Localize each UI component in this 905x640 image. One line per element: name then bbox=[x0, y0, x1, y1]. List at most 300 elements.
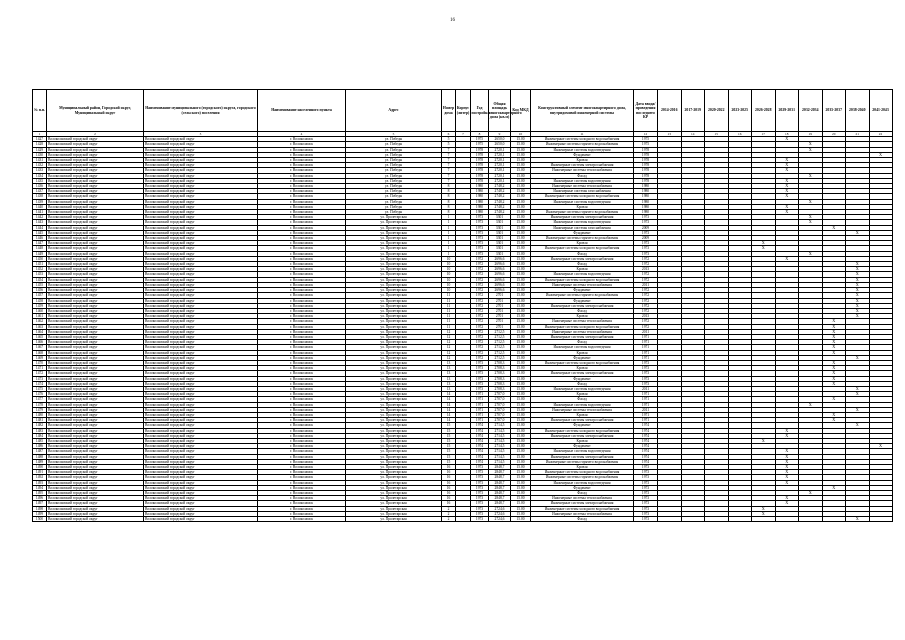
area-cell: 2701 bbox=[489, 293, 511, 298]
municipality-cell: Волоколамский городской округ bbox=[144, 137, 258, 142]
column-number: 22 bbox=[869, 132, 892, 137]
municipality-cell: Волоколамский городской округ bbox=[144, 256, 258, 261]
row-number-cell: 1427 bbox=[33, 137, 47, 142]
period-cell: X bbox=[846, 303, 870, 308]
house-number-cell: 7 bbox=[442, 147, 456, 152]
locality-cell: г. Волоколамск bbox=[258, 412, 346, 417]
area-cell: 3301 bbox=[489, 230, 511, 235]
street-cell: ул. Пролетарская bbox=[346, 423, 442, 428]
last-repair-date-cell: 1972 bbox=[634, 277, 658, 282]
element-cell: Инженерные системы электроснабжения bbox=[531, 256, 634, 261]
locality-cell: г. Волоколамск bbox=[258, 256, 346, 261]
last-repair-date-cell: 1975 bbox=[634, 142, 658, 147]
element-cell: Инженерные системы водоотведения bbox=[531, 178, 634, 183]
build-year-cell: 1972 bbox=[471, 345, 489, 350]
mkd-code-cell: 15.00 bbox=[511, 199, 531, 204]
house-number-cell: 15 bbox=[442, 454, 456, 459]
build-year-cell: 1972 bbox=[471, 334, 489, 339]
house-number-cell: 12 bbox=[442, 350, 456, 355]
house-number-cell: 10 bbox=[442, 288, 456, 293]
build-year-cell: 1973 bbox=[471, 246, 489, 251]
build-year-cell: 1974 bbox=[471, 428, 489, 433]
area-cell: 2748,2 bbox=[489, 204, 511, 209]
last-repair-date-cell: 1974 bbox=[634, 449, 658, 454]
period-cell: X bbox=[822, 329, 846, 334]
house-number-cell: 10 bbox=[442, 267, 456, 272]
area-cell: 2696,6 bbox=[489, 267, 511, 272]
last-repair-date-cell: 1973 bbox=[634, 475, 658, 480]
period-cell: X bbox=[846, 314, 870, 319]
element-cell: Инженерные системы водоотведения bbox=[531, 386, 634, 391]
street-cell: ул. Пролетарская bbox=[346, 241, 442, 246]
row-number-cell: 1473 bbox=[33, 376, 47, 381]
build-year-cell: 1975 bbox=[471, 142, 489, 147]
build-year-cell: 1980 bbox=[471, 194, 489, 199]
area-cell: 2708,3 bbox=[489, 381, 511, 386]
period-cell: X bbox=[799, 220, 823, 225]
area-cell: 2848,7 bbox=[489, 496, 511, 501]
mkd-code-cell: 15.00 bbox=[511, 340, 531, 345]
element-cell: Инженерные системы электроснабжения bbox=[531, 371, 634, 376]
build-year-cell: 1974 bbox=[471, 444, 489, 449]
street-cell: ул. Пролетарская bbox=[346, 428, 442, 433]
house-number-cell: 11 bbox=[442, 303, 456, 308]
element-cell: Инженерные системы холодного водоснабжения bbox=[531, 137, 634, 142]
street-cell: ул. Пролетарская bbox=[346, 412, 442, 417]
municipality-cell: Волоколамский городской округ bbox=[144, 267, 258, 272]
area-cell: 2696,6 bbox=[489, 277, 511, 282]
street-cell: ул. Пролетарская bbox=[346, 381, 442, 386]
mkd-code-cell: 15.00 bbox=[511, 397, 531, 402]
period-cell: X bbox=[846, 272, 870, 277]
locality-cell: г. Волоколамск bbox=[258, 433, 346, 438]
column-header: 2038-2040 bbox=[846, 90, 870, 132]
column-number: 11 bbox=[531, 132, 634, 137]
mkd-code-cell: 15.00 bbox=[511, 282, 531, 287]
mkd-code-cell: 15.00 bbox=[511, 449, 531, 454]
row-number-cell: 1459 bbox=[33, 303, 47, 308]
column-number: 5 bbox=[346, 132, 442, 137]
municipality-cell: Волоколамский городской округ bbox=[144, 168, 258, 173]
element-cell: Фундамент bbox=[531, 444, 634, 449]
mkd-code-cell: 15.00 bbox=[511, 168, 531, 173]
period-cell: X bbox=[775, 168, 799, 173]
street-cell: ул. Пролетарская bbox=[346, 501, 442, 506]
house-number-cell: 8 bbox=[442, 204, 456, 209]
row-number-cell: 1485 bbox=[33, 438, 47, 443]
locality-cell: г. Волоколамск bbox=[258, 184, 346, 189]
row-number-cell: 1463 bbox=[33, 324, 47, 329]
build-year-cell: 1973 bbox=[471, 511, 489, 516]
house-number-cell: 15 bbox=[442, 449, 456, 454]
last-repair-date-cell: 1974 bbox=[634, 428, 658, 433]
mkd-code-cell: 15.00 bbox=[511, 470, 531, 475]
row-number-cell: 1480 bbox=[33, 412, 47, 417]
row-number-cell: 1495 bbox=[33, 491, 47, 496]
street-cell: ул. Победы bbox=[346, 142, 442, 147]
row-number-cell: 1456 bbox=[33, 288, 47, 293]
street-cell: ул. Пролетарская bbox=[346, 418, 442, 423]
mkd-code-cell: 15.00 bbox=[511, 210, 531, 215]
column-number: 20 bbox=[822, 132, 846, 137]
locality-cell: г. Волоколамск bbox=[258, 147, 346, 152]
element-cell: Фундамент bbox=[531, 152, 634, 157]
house-number-cell: 11 bbox=[442, 298, 456, 303]
row-number-cell: 1428 bbox=[33, 142, 47, 147]
build-year-cell: 1973 bbox=[471, 470, 489, 475]
mkd-code-cell: 15.00 bbox=[511, 433, 531, 438]
period-cell: X bbox=[775, 496, 799, 501]
house-number-cell: 1 bbox=[442, 241, 456, 246]
municipality-cell: Волоколамский городской округ bbox=[144, 262, 258, 267]
column-number: 7 bbox=[456, 132, 471, 137]
period-cell: X bbox=[775, 459, 799, 464]
period-cell: X bbox=[775, 428, 799, 433]
district-cell: Волоколамский городской округ bbox=[47, 485, 144, 490]
element-cell: Инженерные системы холодного водоснабжения bbox=[531, 246, 634, 251]
area-cell: 2748,2 bbox=[489, 199, 511, 204]
element-cell: Фасад bbox=[531, 340, 634, 345]
house-number-cell: 7 bbox=[442, 178, 456, 183]
column-header: 2032-2034 bbox=[799, 90, 823, 132]
period-cell: X bbox=[775, 470, 799, 475]
element-cell: Кровля bbox=[531, 314, 634, 319]
street-cell: ул. Пролетарская bbox=[346, 402, 442, 407]
last-repair-date-cell: 1973 bbox=[634, 366, 658, 371]
municipality-cell: Волоколамский городской округ bbox=[144, 272, 258, 277]
street-cell: ул. Пролетарская bbox=[346, 288, 442, 293]
municipality-cell: Волоколамский городской округ bbox=[144, 241, 258, 246]
district-cell: Волоколамский городской округ bbox=[47, 355, 144, 360]
column-header: Код МКД bbox=[511, 90, 531, 132]
locality-cell: г. Волоколамск bbox=[258, 465, 346, 470]
build-year-cell: 1978 bbox=[471, 158, 489, 163]
locality-cell: г. Волоколамск bbox=[258, 220, 346, 225]
mkd-code-cell: 15.00 bbox=[511, 152, 531, 157]
last-repair-date-cell: 1972 bbox=[634, 256, 658, 261]
area-cell: 3301 bbox=[489, 236, 511, 241]
municipality-cell: Волоколамский городской округ bbox=[144, 236, 258, 241]
mkd-code-cell: 15.00 bbox=[511, 189, 531, 194]
last-repair-date-cell: 2011 bbox=[634, 386, 658, 391]
element-cell: Инженерные системы теплоснабжения bbox=[531, 329, 634, 334]
mkd-code-cell: 15.00 bbox=[511, 256, 531, 261]
district-cell: Волоколамский городской округ bbox=[47, 220, 144, 225]
house-number-cell: 11 bbox=[442, 314, 456, 319]
locality-cell: г. Волоколамск bbox=[258, 418, 346, 423]
period-cell: X bbox=[775, 184, 799, 189]
mkd-code-cell: 15.00 bbox=[511, 491, 531, 496]
build-year-cell: 1978 bbox=[471, 178, 489, 183]
municipality-cell: Волоколамский городской округ bbox=[144, 147, 258, 152]
area-cell: 2696,6 bbox=[489, 256, 511, 261]
locality-cell: г. Волоколамск bbox=[258, 517, 346, 522]
locality-cell: г. Волоколамск bbox=[258, 324, 346, 329]
build-year-cell: 1972 bbox=[471, 298, 489, 303]
locality-cell: г. Волоколамск bbox=[258, 199, 346, 204]
element-cell: Инженерные системы холодного водоснабжения bbox=[531, 428, 634, 433]
house-number-cell: 8 bbox=[442, 210, 456, 215]
element-cell: Инженерные системы горячего водоснабжения bbox=[531, 475, 634, 480]
column-number: 3 bbox=[144, 132, 258, 137]
last-repair-date-cell: 1980 bbox=[634, 210, 658, 215]
row-number-cell: 1453 bbox=[33, 272, 47, 277]
mkd-code-cell: 15.00 bbox=[511, 293, 531, 298]
last-repair-date-cell: 1971 bbox=[634, 340, 658, 345]
element-cell: Инженерные системы водоотведения bbox=[531, 345, 634, 350]
municipality-cell: Волоколамский городской округ bbox=[144, 334, 258, 339]
element-cell: Кровля bbox=[531, 438, 634, 443]
locality-cell: г. Волоколамск bbox=[258, 329, 346, 334]
locality-cell: г. Волоколамск bbox=[258, 293, 346, 298]
mkd-code-cell: 15.00 bbox=[511, 225, 531, 230]
period-cell: X bbox=[799, 173, 823, 178]
district-cell: Волоколамский городской округ bbox=[47, 173, 144, 178]
column-number: 2 bbox=[47, 132, 144, 137]
locality-cell: г. Волоколамск bbox=[258, 272, 346, 277]
last-repair-date-cell: 1978 bbox=[634, 158, 658, 163]
row-number-cell: 1472 bbox=[33, 371, 47, 376]
municipality-cell: Волоколамский городской округ bbox=[144, 465, 258, 470]
house-number-cell: 16 bbox=[442, 475, 456, 480]
street-cell: ул. Пролетарская bbox=[346, 246, 442, 251]
row-number-cell: 1442 bbox=[33, 215, 47, 220]
element-cell: Инженерные системы холодного водоснабжения bbox=[531, 277, 634, 282]
build-year-cell: 1973 bbox=[471, 366, 489, 371]
district-cell: Волоколамский городской округ bbox=[47, 277, 144, 282]
street-cell: ул. Пролетарская bbox=[346, 314, 442, 319]
period-cell: X bbox=[822, 485, 846, 490]
area-cell: 2720,1 bbox=[489, 152, 511, 157]
element-cell: Фундамент bbox=[531, 423, 634, 428]
street-cell: ул. Пролетарская bbox=[346, 449, 442, 454]
element-cell: Кровля bbox=[531, 465, 634, 470]
row-number-cell: 1499 bbox=[33, 511, 47, 516]
municipality-cell: Волоколамский городской округ bbox=[144, 158, 258, 163]
district-cell: Волоколамский городской округ bbox=[47, 142, 144, 147]
period-cell: X bbox=[846, 277, 870, 282]
element-cell: Инженерные системы горячего водоснабжения bbox=[531, 293, 634, 298]
element-cell: Инженерные системы теплоснабжения bbox=[531, 511, 634, 516]
element-cell: Инженерные системы горячего водоснабжения bbox=[531, 459, 634, 464]
district-cell: Волоколамский городской округ bbox=[47, 262, 144, 267]
area-cell: 2696,6 bbox=[489, 282, 511, 287]
street-cell: ул. Пролетарская bbox=[346, 293, 442, 298]
build-year-cell: 1973 bbox=[471, 241, 489, 246]
house-number-cell: 16 bbox=[442, 501, 456, 506]
element-cell: Инженерные системы холодного водоснабжения bbox=[531, 324, 634, 329]
house-number-cell: 11 bbox=[442, 324, 456, 329]
row-number-cell: 1450 bbox=[33, 256, 47, 261]
area-cell: 2848,7 bbox=[489, 491, 511, 496]
period-cell: X bbox=[775, 163, 799, 168]
municipality-cell: Волоколамский городской округ bbox=[144, 288, 258, 293]
last-repair-date-cell: 1978 bbox=[634, 147, 658, 152]
locality-cell: г. Волоколамск bbox=[258, 173, 346, 178]
street-cell: ул. Пролетарская bbox=[346, 334, 442, 339]
mkd-code-cell: 15.00 bbox=[511, 158, 531, 163]
last-repair-date-cell: 2011 bbox=[634, 329, 658, 334]
row-number-cell: 1497 bbox=[33, 501, 47, 506]
last-repair-date-cell: 1972 bbox=[634, 319, 658, 324]
last-repair-date-cell: 1978 bbox=[634, 178, 658, 183]
area-cell: 2848,7 bbox=[489, 480, 511, 485]
locality-cell: г. Волоколамск bbox=[258, 303, 346, 308]
element-cell: Инженерные системы холодного водоснабжения bbox=[531, 360, 634, 365]
column-header: Муниципальный район, Городской округ, Муниципальный округ bbox=[47, 90, 144, 132]
district-cell: Волоколамский городской округ bbox=[47, 433, 144, 438]
element-cell: Инженерные системы теплоснабжения bbox=[531, 407, 634, 412]
street-cell: ул. Пролетарская bbox=[346, 371, 442, 376]
table-body bbox=[33, 137, 893, 522]
last-repair-date-cell: 1973 bbox=[634, 480, 658, 485]
element-cell: Инженерные системы электроснабжения bbox=[531, 418, 634, 423]
mkd-code-cell: 15.00 bbox=[511, 251, 531, 256]
column-header: Общая площадь многоквартирного дома (кв.м) bbox=[489, 90, 511, 132]
house-number-cell: 15 bbox=[442, 459, 456, 464]
row-number-cell: 1429 bbox=[33, 147, 47, 152]
element-cell: Инженерные системы холодного водоснабжения bbox=[531, 506, 634, 511]
municipality-cell: Волоколамский городской округ bbox=[144, 418, 258, 423]
locality-cell: г. Волоколамск bbox=[258, 475, 346, 480]
area-cell: 2712,5 bbox=[489, 345, 511, 350]
period-cell: X bbox=[822, 340, 846, 345]
district-cell: Волоколамский городской округ bbox=[47, 402, 144, 407]
municipality-cell: Волоколамский городской округ bbox=[144, 402, 258, 407]
area-cell: 2714,5 bbox=[489, 423, 511, 428]
municipality-cell: Волоколамский городской округ bbox=[144, 215, 258, 220]
period-cell: X bbox=[752, 506, 776, 511]
area-cell: 3301 bbox=[489, 220, 511, 225]
area-cell: 2708,3 bbox=[489, 386, 511, 391]
build-year-cell: 1972 bbox=[471, 350, 489, 355]
row-number-cell: 1500 bbox=[33, 517, 47, 522]
locality-cell: г. Волоколамск bbox=[258, 366, 346, 371]
street-cell: ул. Пролетарская bbox=[346, 433, 442, 438]
municipality-cell: Волоколамский городской округ bbox=[144, 459, 258, 464]
mkd-code-cell: 15.00 bbox=[511, 230, 531, 235]
last-repair-date-cell: 2009 bbox=[634, 225, 658, 230]
area-cell: 2714,5 bbox=[489, 459, 511, 464]
last-repair-date-cell: 1974 bbox=[634, 454, 658, 459]
mkd-code-cell: 15.00 bbox=[511, 475, 531, 480]
street-cell: ул. Пролетарская bbox=[346, 298, 442, 303]
street-cell: ул. Пролетарская bbox=[346, 407, 442, 412]
build-year-cell: 1972 bbox=[471, 288, 489, 293]
mkd-code-cell: 15.00 bbox=[511, 465, 531, 470]
row-number-cell: 1491 bbox=[33, 470, 47, 475]
mkd-code-cell: 15.00 bbox=[511, 360, 531, 365]
last-repair-date-cell: 1973 bbox=[634, 241, 658, 246]
municipality-cell: Волоколамский городской округ bbox=[144, 142, 258, 147]
street-cell: ул. Пролетарская bbox=[346, 282, 442, 287]
street-cell: ул. Пролетарская bbox=[346, 267, 442, 272]
last-repair-date-cell: 1973 bbox=[634, 251, 658, 256]
last-repair-date-cell: 1971 bbox=[634, 350, 658, 355]
street-cell: ул. Победы bbox=[346, 147, 442, 152]
build-year-cell: 1972 bbox=[471, 314, 489, 319]
period-cell bbox=[822, 517, 846, 522]
last-repair-date-cell: 1971 bbox=[634, 397, 658, 402]
street-cell: ул. Пролетарская bbox=[346, 350, 442, 355]
mkd-code-cell: 15.00 bbox=[511, 178, 531, 183]
build-year-cell: 1973 bbox=[471, 230, 489, 235]
area-cell: 2701 bbox=[489, 308, 511, 313]
municipality-cell: Волоколамский городской округ bbox=[144, 392, 258, 397]
column-header: Конструктивный элемент многоквартирного дома, внутридомовой инженерной системы bbox=[531, 90, 634, 132]
area-cell: 2848,7 bbox=[489, 485, 511, 490]
municipality-cell: Волоколамский городской округ bbox=[144, 189, 258, 194]
district-cell: Волоколамский городской округ bbox=[47, 444, 144, 449]
house-number-cell: 11 bbox=[442, 319, 456, 324]
build-year-cell: 1972 bbox=[471, 329, 489, 334]
build-year-cell: 1972 bbox=[471, 355, 489, 360]
locality-cell: г. Волоколамск bbox=[258, 454, 346, 459]
municipality-cell: Волоколамский городской округ bbox=[144, 454, 258, 459]
row-number-cell: 1451 bbox=[33, 262, 47, 267]
locality-cell: г. Волоколамск bbox=[258, 360, 346, 365]
row-number-cell: 1445 bbox=[33, 230, 47, 235]
mkd-code-cell: 15.00 bbox=[511, 319, 531, 324]
municipality-cell: Волоколамский городской округ bbox=[144, 491, 258, 496]
period-cell: X bbox=[822, 376, 846, 381]
area-cell: 2701 bbox=[489, 314, 511, 319]
locality-cell: г. Волоколамск bbox=[258, 189, 346, 194]
last-repair-date-cell: 1973 bbox=[634, 220, 658, 225]
row-number-cell: 1498 bbox=[33, 506, 47, 511]
last-repair-date-cell: 1973 bbox=[634, 485, 658, 490]
period-cell: X bbox=[775, 433, 799, 438]
area-cell: 2712,5 bbox=[489, 350, 511, 355]
locality-cell: г. Волоколамск bbox=[258, 288, 346, 293]
municipality-cell: Волоколамский городской округ bbox=[144, 444, 258, 449]
element-cell: Инженерные системы холодного водоснабжения bbox=[531, 194, 634, 199]
row-number-cell: 1440 bbox=[33, 204, 47, 209]
build-year-cell: 1971 bbox=[471, 392, 489, 397]
area-cell: 2707,0 bbox=[489, 397, 511, 402]
column-header: № п.п. bbox=[33, 90, 47, 132]
locality-cell: г. Волоколамск bbox=[258, 345, 346, 350]
row-number-cell: 1488 bbox=[33, 454, 47, 459]
period-cell: X bbox=[846, 392, 870, 397]
column-number: 21 bbox=[846, 132, 870, 137]
build-year-cell: 1973 bbox=[471, 517, 489, 522]
mkd-code-cell: 15.00 bbox=[511, 236, 531, 241]
house-number-cell: 10 bbox=[442, 262, 456, 267]
district-cell: Волоколамский городской округ bbox=[47, 459, 144, 464]
last-repair-date-cell: 2009 bbox=[634, 236, 658, 241]
house-number-cell: 16 bbox=[442, 485, 456, 490]
mkd-code-cell: 15.00 bbox=[511, 184, 531, 189]
district-cell: Волоколамский городской округ bbox=[47, 230, 144, 235]
build-year-cell: 1972 bbox=[471, 272, 489, 277]
house-number-cell: 14 bbox=[442, 392, 456, 397]
mkd-code-cell: 15.00 bbox=[511, 137, 531, 142]
locality-cell: г. Волоколамск bbox=[258, 496, 346, 501]
mkd-code-cell: 15.00 bbox=[511, 267, 531, 272]
last-repair-date-cell: 1973 bbox=[634, 491, 658, 496]
area-cell: 2707,0 bbox=[489, 407, 511, 412]
municipality-cell: Волоколамский городской округ bbox=[144, 319, 258, 324]
district-cell: Волоколамский городской округ bbox=[47, 158, 144, 163]
district-cell: Волоколамский городской округ bbox=[47, 137, 144, 142]
column-header: Номер дома bbox=[442, 90, 456, 132]
street-cell: ул. Победы bbox=[346, 189, 442, 194]
element-cell: Инженерные системы водоотведения bbox=[531, 272, 634, 277]
row-number-cell: 1457 bbox=[33, 293, 47, 298]
element-cell: Инженерные системы горячего водоснабжения bbox=[531, 210, 634, 215]
house-number-cell: 8 bbox=[442, 199, 456, 204]
